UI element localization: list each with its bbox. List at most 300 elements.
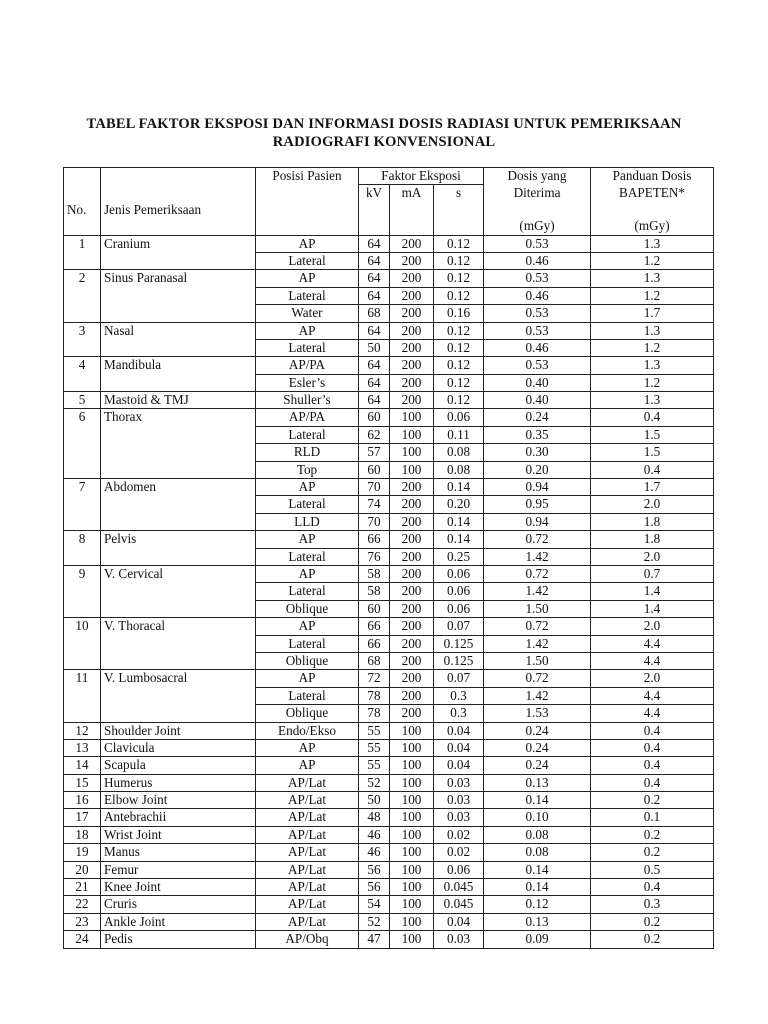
kv-value: 50 (359, 792, 390, 809)
header-no-top (64, 168, 101, 185)
kv-value: 55 (359, 722, 390, 739)
s-value: 0.3 (434, 687, 484, 704)
header-panduan-blank (591, 202, 714, 218)
ma-value: 100 (390, 757, 434, 774)
posisi-pasien: AP/Obq (256, 931, 359, 948)
kv-value: 55 (359, 739, 390, 756)
ma-value: 200 (390, 270, 434, 287)
dosis-value: 0.14 (484, 792, 591, 809)
s-value: 0.03 (434, 809, 484, 826)
dosis-value: 0.13 (484, 774, 591, 791)
kv-value: 64 (359, 374, 390, 391)
s-value: 0.03 (434, 774, 484, 791)
row-number: 11 (64, 670, 101, 722)
panduan-value: 0.4 (591, 409, 714, 426)
dosis-value: 0.53 (484, 322, 591, 339)
kv-value: 78 (359, 705, 390, 722)
kv-value: 66 (359, 531, 390, 548)
kv-value: 57 (359, 444, 390, 461)
header-kv: kV (359, 185, 390, 202)
posisi-pasien: AP (256, 235, 359, 252)
panduan-value: 0.4 (591, 739, 714, 756)
dosis-value: 0.10 (484, 809, 591, 826)
s-value: 0.02 (434, 826, 484, 843)
panduan-value: 0.4 (591, 774, 714, 791)
panduan-value: 1.7 (591, 305, 714, 322)
posisi-pasien: AP/Lat (256, 879, 359, 896)
panduan-value: 1.3 (591, 392, 714, 409)
posisi-pasien: AP/Lat (256, 913, 359, 930)
row-number: 2 (64, 270, 101, 322)
ma-value: 200 (390, 322, 434, 339)
dosis-value: 1.42 (484, 687, 591, 704)
s-value: 0.07 (434, 670, 484, 687)
kv-value: 54 (359, 896, 390, 913)
kv-value: 46 (359, 826, 390, 843)
jenis-pemeriksaan: Femur (101, 861, 256, 878)
row-number: 13 (64, 739, 101, 756)
row-number: 17 (64, 809, 101, 826)
ma-value: 200 (390, 252, 434, 269)
panduan-value: 1.7 (591, 479, 714, 496)
ma-value: 100 (390, 461, 434, 478)
panduan-value: 0.7 (591, 565, 714, 582)
posisi-pasien: Lateral (256, 496, 359, 513)
posisi-pasien: AP (256, 739, 359, 756)
s-value: 0.12 (434, 339, 484, 356)
panduan-value: 1.8 (591, 531, 714, 548)
s-value: 0.03 (434, 792, 484, 809)
table-row (64, 531, 714, 548)
jenis-pemeriksaan: Knee Joint (101, 879, 256, 896)
posisi-pasien: Lateral (256, 252, 359, 269)
header-faktor-eksposi: Faktor Eksposi (359, 168, 484, 185)
kv-value: 68 (359, 652, 390, 669)
s-value: 0.045 (434, 896, 484, 913)
panduan-value: 4.4 (591, 635, 714, 652)
posisi-pasien: AP/Lat (256, 792, 359, 809)
ma-value: 100 (390, 913, 434, 930)
jenis-pemeriksaan: Manus (101, 844, 256, 861)
ma-value: 200 (390, 618, 434, 635)
ma-value: 100 (390, 739, 434, 756)
row-number: 16 (64, 792, 101, 809)
posisi-pasien: Lateral (256, 339, 359, 356)
panduan-value: 1.4 (591, 600, 714, 617)
document-title-line-2: RADIOGRAFI KONVENSIONAL (272, 134, 496, 150)
row-number: 22 (64, 896, 101, 913)
dosis-value: 1.42 (484, 548, 591, 565)
panduan-value: 0.1 (591, 809, 714, 826)
kv-value: 64 (359, 357, 390, 374)
posisi-pasien: AP/PA (256, 409, 359, 426)
dosis-value: 0.08 (484, 844, 591, 861)
dosis-value: 1.50 (484, 600, 591, 617)
s-value: 0.12 (434, 270, 484, 287)
kv-value: 72 (359, 670, 390, 687)
header-kv-low (359, 202, 390, 218)
s-value: 0.20 (434, 496, 484, 513)
ma-value: 100 (390, 774, 434, 791)
panduan-value: 1.4 (591, 583, 714, 600)
panduan-value: 0.4 (591, 461, 714, 478)
table-row (64, 270, 714, 287)
dosis-value: 0.20 (484, 461, 591, 478)
s-value: 0.06 (434, 565, 484, 582)
ma-value: 100 (390, 896, 434, 913)
s-value: 0.06 (434, 583, 484, 600)
s-value: 0.14 (434, 513, 484, 530)
jenis-pemeriksaan: Mastoid & TMJ (101, 392, 256, 409)
ma-value: 100 (390, 426, 434, 443)
ma-value: 200 (390, 705, 434, 722)
ma-value: 100 (390, 844, 434, 861)
row-number: 3 (64, 322, 101, 357)
panduan-value: 1.3 (591, 357, 714, 374)
kv-value: 74 (359, 496, 390, 513)
s-value: 0.02 (434, 844, 484, 861)
dosis-value: 0.94 (484, 513, 591, 530)
dosis-value: 0.72 (484, 531, 591, 548)
posisi-pasien: AP/Lat (256, 896, 359, 913)
table-row (64, 722, 714, 739)
row-number: 12 (64, 722, 101, 739)
kv-value: 50 (359, 339, 390, 356)
table-row (64, 235, 714, 252)
ma-value: 200 (390, 339, 434, 356)
ma-value: 200 (390, 600, 434, 617)
table-row (64, 670, 714, 687)
jenis-pemeriksaan: V. Thoracal (101, 618, 256, 670)
panduan-value: 2.0 (591, 618, 714, 635)
s-value: 0.14 (434, 531, 484, 548)
kv-value: 55 (359, 757, 390, 774)
posisi-pasien: AP (256, 479, 359, 496)
kv-value: 64 (359, 287, 390, 304)
table-row (64, 913, 714, 930)
table-row (64, 879, 714, 896)
s-value: 0.04 (434, 722, 484, 739)
dosis-value: 0.53 (484, 357, 591, 374)
jenis-pemeriksaan: Ankle Joint (101, 913, 256, 930)
posisi-pasien: Shuller’s (256, 392, 359, 409)
jenis-pemeriksaan: Cranium (101, 235, 256, 270)
header-s-low (434, 202, 484, 218)
kv-value: 52 (359, 774, 390, 791)
dosis-value: 0.14 (484, 879, 591, 896)
kv-value: 58 (359, 583, 390, 600)
panduan-value: 0.2 (591, 913, 714, 930)
row-number: 18 (64, 826, 101, 843)
table-row (64, 409, 714, 426)
header-no: No. (64, 202, 101, 218)
jenis-pemeriksaan: V. Cervical (101, 565, 256, 617)
posisi-pasien: AP/Lat (256, 809, 359, 826)
kv-value: 66 (359, 635, 390, 652)
posisi-pasien: Top (256, 461, 359, 478)
s-value: 0.25 (434, 548, 484, 565)
kv-value: 60 (359, 600, 390, 617)
ma-value: 200 (390, 287, 434, 304)
kv-value: 76 (359, 548, 390, 565)
header-no-bottom (64, 218, 101, 235)
table-row (64, 774, 714, 791)
posisi-pasien: RLD (256, 444, 359, 461)
posisi-pasien: Lateral (256, 687, 359, 704)
ma-value: 100 (390, 444, 434, 461)
header-posisi-pasien: Posisi Pasien (256, 168, 359, 185)
table-row (64, 479, 714, 496)
s-value: 0.12 (434, 252, 484, 269)
panduan-value: 1.2 (591, 374, 714, 391)
posisi-pasien: AP/Lat (256, 774, 359, 791)
posisi-pasien: Oblique (256, 600, 359, 617)
dosis-value: 1.50 (484, 652, 591, 669)
ma-value: 200 (390, 513, 434, 530)
posisi-pasien: AP (256, 670, 359, 687)
kv-value: 52 (359, 913, 390, 930)
posisi-pasien: Lateral (256, 583, 359, 600)
s-value: 0.12 (434, 374, 484, 391)
ma-value: 200 (390, 670, 434, 687)
ma-value: 100 (390, 409, 434, 426)
header-s: s (434, 185, 484, 202)
jenis-pemeriksaan: Antebrachii (101, 809, 256, 826)
dosis-value: 0.94 (484, 479, 591, 496)
ma-value: 200 (390, 565, 434, 582)
panduan-value: 0.2 (591, 844, 714, 861)
dosis-value: 0.24 (484, 757, 591, 774)
panduan-value: 2.0 (591, 548, 714, 565)
jenis-pemeriksaan: Elbow Joint (101, 792, 256, 809)
dosis-value: 0.13 (484, 913, 591, 930)
s-value: 0.12 (434, 287, 484, 304)
s-value: 0.06 (434, 409, 484, 426)
panduan-value: 0.2 (591, 931, 714, 948)
panduan-value: 0.4 (591, 722, 714, 739)
s-value: 0.16 (434, 305, 484, 322)
kv-value: 46 (359, 844, 390, 861)
posisi-pasien: AP/PA (256, 357, 359, 374)
table-row (64, 896, 714, 913)
kv-value: 68 (359, 305, 390, 322)
kv-value: 64 (359, 235, 390, 252)
kv-value: 64 (359, 270, 390, 287)
kv-value: 78 (359, 687, 390, 704)
panduan-value: 0.4 (591, 757, 714, 774)
dosis-value: 0.08 (484, 826, 591, 843)
table-row (64, 931, 714, 948)
table-row (64, 844, 714, 861)
panduan-value: 4.4 (591, 705, 714, 722)
ma-value: 200 (390, 531, 434, 548)
s-value: 0.03 (434, 931, 484, 948)
jenis-pemeriksaan: Sinus Paranasal (101, 270, 256, 322)
ma-value: 200 (390, 392, 434, 409)
jenis-pemeriksaan: Pedis (101, 931, 256, 948)
posisi-pasien: AP (256, 270, 359, 287)
dosis-value: 0.40 (484, 392, 591, 409)
s-value: 0.045 (434, 879, 484, 896)
row-number: 8 (64, 531, 101, 566)
table-row (64, 826, 714, 843)
table-row (64, 739, 714, 756)
ma-value: 100 (390, 879, 434, 896)
jenis-pemeriksaan: Pelvis (101, 531, 256, 566)
posisi-pasien: Lateral (256, 635, 359, 652)
s-value: 0.04 (434, 757, 484, 774)
kv-value: 62 (359, 426, 390, 443)
panduan-value: 4.4 (591, 652, 714, 669)
s-value: 0.04 (434, 739, 484, 756)
row-number: 9 (64, 565, 101, 617)
dosis-value: 1.53 (484, 705, 591, 722)
header-kv-bottom (359, 218, 390, 235)
header-jenis-bottom (101, 218, 256, 235)
table-row (64, 809, 714, 826)
table-row (64, 322, 714, 339)
kv-value: 47 (359, 931, 390, 948)
posisi-pasien: Lateral (256, 548, 359, 565)
s-value: 0.07 (434, 618, 484, 635)
ma-value: 100 (390, 792, 434, 809)
header-dosis-blank (484, 202, 591, 218)
ma-value: 200 (390, 479, 434, 496)
kv-value: 60 (359, 409, 390, 426)
posisi-pasien: Oblique (256, 652, 359, 669)
header-jenis-top (101, 168, 256, 185)
dosis-value: 1.42 (484, 635, 591, 652)
row-number: 4 (64, 357, 101, 392)
table-body (64, 235, 714, 948)
s-value: 0.12 (434, 392, 484, 409)
ma-value: 200 (390, 235, 434, 252)
dosis-value: 0.53 (484, 270, 591, 287)
posisi-pasien: Endo/Ekso (256, 722, 359, 739)
dosis-value: 0.24 (484, 739, 591, 756)
jenis-pemeriksaan: Cruris (101, 896, 256, 913)
table-row (64, 618, 714, 635)
posisi-pasien: Water (256, 305, 359, 322)
dosis-value: 0.40 (484, 374, 591, 391)
ma-value: 200 (390, 635, 434, 652)
header-posisi-low (256, 202, 359, 218)
s-value: 0.3 (434, 705, 484, 722)
header-dosis-unit: (mGy) (484, 218, 591, 235)
s-value: 0.12 (434, 357, 484, 374)
dosis-value: 0.30 (484, 444, 591, 461)
row-number: 1 (64, 235, 101, 270)
table-row (64, 861, 714, 878)
row-number: 5 (64, 392, 101, 409)
ma-value: 100 (390, 809, 434, 826)
posisi-pasien: Lateral (256, 287, 359, 304)
posisi-pasien: AP/Lat (256, 861, 359, 878)
ma-value: 100 (390, 722, 434, 739)
posisi-pasien: AP/Lat (256, 844, 359, 861)
document-title-line-1: TABEL FAKTOR EKSPOSI DAN INFORMASI DOSIS RADIASI UNTUK PEMERIKSAAN (86, 116, 682, 132)
ma-value: 200 (390, 357, 434, 374)
row-number: 14 (64, 757, 101, 774)
panduan-value: 1.5 (591, 426, 714, 443)
row-number: 19 (64, 844, 101, 861)
kv-value: 64 (359, 392, 390, 409)
posisi-pasien: AP (256, 618, 359, 635)
jenis-pemeriksaan: Wrist Joint (101, 826, 256, 843)
panduan-value: 2.0 (591, 670, 714, 687)
panduan-value: 1.3 (591, 270, 714, 287)
s-value: 0.06 (434, 861, 484, 878)
panduan-value: 0.5 (591, 861, 714, 878)
row-number: 23 (64, 913, 101, 930)
s-value: 0.125 (434, 635, 484, 652)
s-value: 0.14 (434, 479, 484, 496)
panduan-value: 0.3 (591, 896, 714, 913)
posisi-pasien: AP (256, 565, 359, 582)
kv-value: 60 (359, 461, 390, 478)
panduan-value: 1.2 (591, 252, 714, 269)
panduan-value: 1.5 (591, 444, 714, 461)
ma-value: 200 (390, 305, 434, 322)
s-value: 0.12 (434, 235, 484, 252)
jenis-pemeriksaan: Mandibula (101, 357, 256, 392)
header-s-bottom (434, 218, 484, 235)
panduan-value: 1.2 (591, 339, 714, 356)
s-value: 0.125 (434, 652, 484, 669)
dosis-value: 0.46 (484, 287, 591, 304)
kv-value: 64 (359, 322, 390, 339)
s-value: 0.08 (434, 461, 484, 478)
header-no-mid (64, 185, 101, 202)
ma-value: 200 (390, 687, 434, 704)
posisi-pasien: Lateral (256, 426, 359, 443)
header-jenis-mid (101, 185, 256, 202)
kv-value: 66 (359, 618, 390, 635)
header-panduan-unit: (mGy) (591, 218, 714, 235)
dosis-value: 0.72 (484, 565, 591, 582)
dosis-value: 0.46 (484, 252, 591, 269)
panduan-value: 2.0 (591, 496, 714, 513)
header-ma: mA (390, 185, 434, 202)
s-value: 0.08 (434, 444, 484, 461)
posisi-pasien: LLD (256, 513, 359, 530)
jenis-pemeriksaan: Nasal (101, 322, 256, 357)
ma-value: 100 (390, 931, 434, 948)
kv-value: 56 (359, 861, 390, 878)
dosis-value: 0.53 (484, 235, 591, 252)
dosis-value: 0.12 (484, 896, 591, 913)
table-row (64, 392, 714, 409)
panduan-value: 0.2 (591, 826, 714, 843)
table-row (64, 565, 714, 582)
table-row (64, 757, 714, 774)
posisi-pasien: AP (256, 757, 359, 774)
dosis-value: 0.72 (484, 618, 591, 635)
row-number: 15 (64, 774, 101, 791)
dosis-value: 0.14 (484, 861, 591, 878)
panduan-value: 1.2 (591, 287, 714, 304)
dosis-value: 0.53 (484, 305, 591, 322)
table-row (64, 357, 714, 374)
s-value: 0.11 (434, 426, 484, 443)
header-panduan-line1: Panduan Dosis (591, 168, 714, 185)
dosis-value: 0.24 (484, 409, 591, 426)
s-value: 0.12 (434, 322, 484, 339)
row-number: 20 (64, 861, 101, 878)
panduan-value: 4.4 (591, 687, 714, 704)
kv-value: 70 (359, 513, 390, 530)
kv-value: 48 (359, 809, 390, 826)
